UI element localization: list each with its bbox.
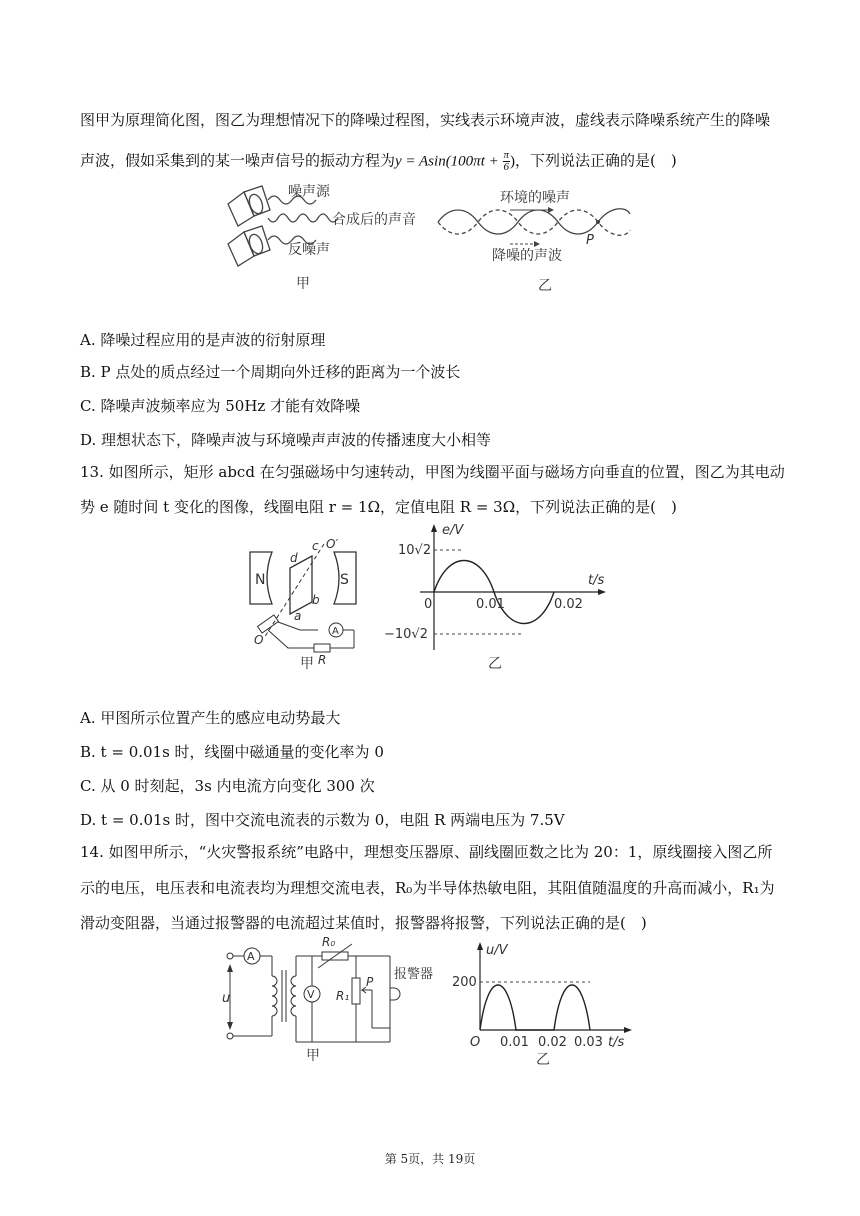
svg-text:R₁: R₁ <box>336 989 350 1003</box>
q13-figure-yi <box>380 522 620 672</box>
svg-text:d: d <box>290 551 298 565</box>
svg-text:0.01: 0.01 <box>476 597 505 612</box>
label-combined: 合成后的声音 <box>332 212 416 228</box>
svg-text:t/s: t/s <box>588 573 605 588</box>
caption-yi: 乙 <box>536 1052 550 1068</box>
q13-option-b: B. t = 0.01s 时，线圈中磁通量的变化率为 0 <box>80 743 384 761</box>
svg-text:t/s: t/s <box>608 1035 625 1050</box>
svg-text:e/V: e/V <box>442 523 464 538</box>
q14-figure-jia <box>222 932 432 1064</box>
q12-option-c: C. 降噪声波频率应为 50Hz 才能有效降噪 <box>80 397 361 415</box>
resistor-r <box>314 644 330 652</box>
svg-text:0.02: 0.02 <box>554 597 583 612</box>
env-noise-wave <box>438 209 630 234</box>
svg-text:A: A <box>332 626 339 637</box>
svg-text:0: 0 <box>424 597 433 612</box>
speaker-top-icon <box>228 186 270 226</box>
alarm-icon <box>390 988 400 1000</box>
svg-text:u/V: u/V <box>486 943 508 958</box>
svg-text:A: A <box>247 950 255 963</box>
q12-stem-text-a: 声波，假如采集到的某一噪声信号的振动方程为 <box>80 151 396 170</box>
svg-text:R₀: R₀ <box>322 935 336 949</box>
q13-stem-line2: 势 e 随时间 t 变化的图像，线圈电阻 r = 1Ω，定值电阻 R = 3Ω，下列说法正确的是( ) <box>80 498 677 516</box>
svg-text:0.03: 0.03 <box>574 1035 603 1050</box>
svg-text:O: O <box>470 1035 481 1050</box>
svg-text:P: P <box>366 975 374 989</box>
svg-text:0.02: 0.02 <box>538 1035 567 1050</box>
svg-text:R: R <box>318 653 327 667</box>
speaker-bottom-icon <box>228 226 270 266</box>
svg-text:b: b <box>312 593 320 607</box>
q13-stem-line1: 13. 如图所示，矩形 abcd 在匀强磁场中匀速转动，甲图为线圈平面与磁场方向垂直的位置，图乙为其电动 <box>80 463 785 481</box>
q12-stem-line1: 图甲为原理简化图，图乙为理想情况下的降噪过程图，实线表示环境声波，虚线表示降噪系统产生的降噪 <box>80 111 771 129</box>
page-footer: 第 5页，共 19页 <box>384 1152 476 1166</box>
q13-option-a: A. 甲图所示位置产生的感应电动势最大 <box>80 709 341 727</box>
q14-stem-line2: 示的电压，电压表和电流表均为理想交流电表，R₀为半导体热敏电阻，其阻值随温度的升高而减小，R₁为 <box>80 879 775 897</box>
caption-yi: 乙 <box>488 656 502 672</box>
q12-fraction <box>503 150 511 173</box>
q14-stem-line3: 滑动变阻器，当通过报警器的电流超过某值时，报警器将报警，下列说法正确的是( ) <box>80 914 647 932</box>
q12-option-d: D. 理想状态下，降噪声波与环境噪声声波的传播速度大小相等 <box>80 431 492 449</box>
svg-text:O: O <box>254 633 264 647</box>
q12-option-a: A. 降噪过程应用的是声波的衍射原理 <box>80 331 326 349</box>
label-noise-source: 噪声源 <box>288 184 330 200</box>
q14-figure-yi <box>448 940 638 1068</box>
q13-figure-jia <box>238 538 378 670</box>
svg-text:u: u <box>222 991 231 1006</box>
label-env-noise: 环境的噪声 <box>500 190 570 206</box>
q12-figure-yi <box>438 184 638 294</box>
secondary-coil <box>291 976 296 1016</box>
voltage-half-wave <box>480 985 590 1030</box>
svg-text:−10√2: −10√2 <box>384 627 428 642</box>
svg-text:10√2: 10√2 <box>398 543 432 558</box>
svg-text:V: V <box>307 988 315 1001</box>
caption-yi: 乙 <box>538 278 552 294</box>
svg-text:a: a <box>294 609 302 623</box>
resistor-r1 <box>352 978 360 1004</box>
q12-figure-jia <box>220 182 440 292</box>
svg-text:O′: O′ <box>326 537 339 551</box>
q14-stem-line1: 14. 如图甲所示，“火灾警报系统”电路中，理想变压器原、副线圈匝数之比为 20：1，原线圈接入图乙所 <box>80 843 773 861</box>
svg-text:报警器: 报警器 <box>394 967 434 982</box>
combined-wave <box>268 214 338 222</box>
q13-option-d: D. t = 0.01s 时，图中交流电流表的示数为 0，电阻 R 两端电压为 7.5V <box>80 811 565 829</box>
q12-eq-close: ) <box>510 153 516 170</box>
label-point-p: P <box>586 233 594 248</box>
q13-option-c: C. 从 0 时刻起，3s 内电流方向变化 300 次 <box>80 777 375 795</box>
label-anti-noise: 反噪声 <box>288 242 330 258</box>
caption-jia: 甲 <box>296 276 310 292</box>
primary-coil <box>272 976 277 1016</box>
label-anti-wave: 降噪的声波 <box>492 248 562 264</box>
svg-text:200: 200 <box>452 975 477 990</box>
caption-jia: 甲 <box>300 656 314 672</box>
q12-stem-line2 <box>80 150 677 173</box>
svg-text:N: N <box>255 572 266 588</box>
q12-equation: y = Asin(100πt + <box>395 153 503 170</box>
caption-jia: 甲 <box>306 1048 320 1064</box>
q12-frac-num: π <box>503 149 510 161</box>
q12-stem-text-b: ，下列说法正确的是( ) <box>515 151 677 170</box>
svg-text:S: S <box>340 572 349 588</box>
anti-noise-wave-dashed <box>438 210 630 235</box>
q12-option-b: B. P 点处的质点经过一个周期向外迁移的距离为一个波长 <box>80 363 461 381</box>
svg-text:0.01: 0.01 <box>500 1035 529 1050</box>
q12-frac-den: 6 <box>503 161 509 173</box>
svg-text:c: c <box>312 539 319 553</box>
